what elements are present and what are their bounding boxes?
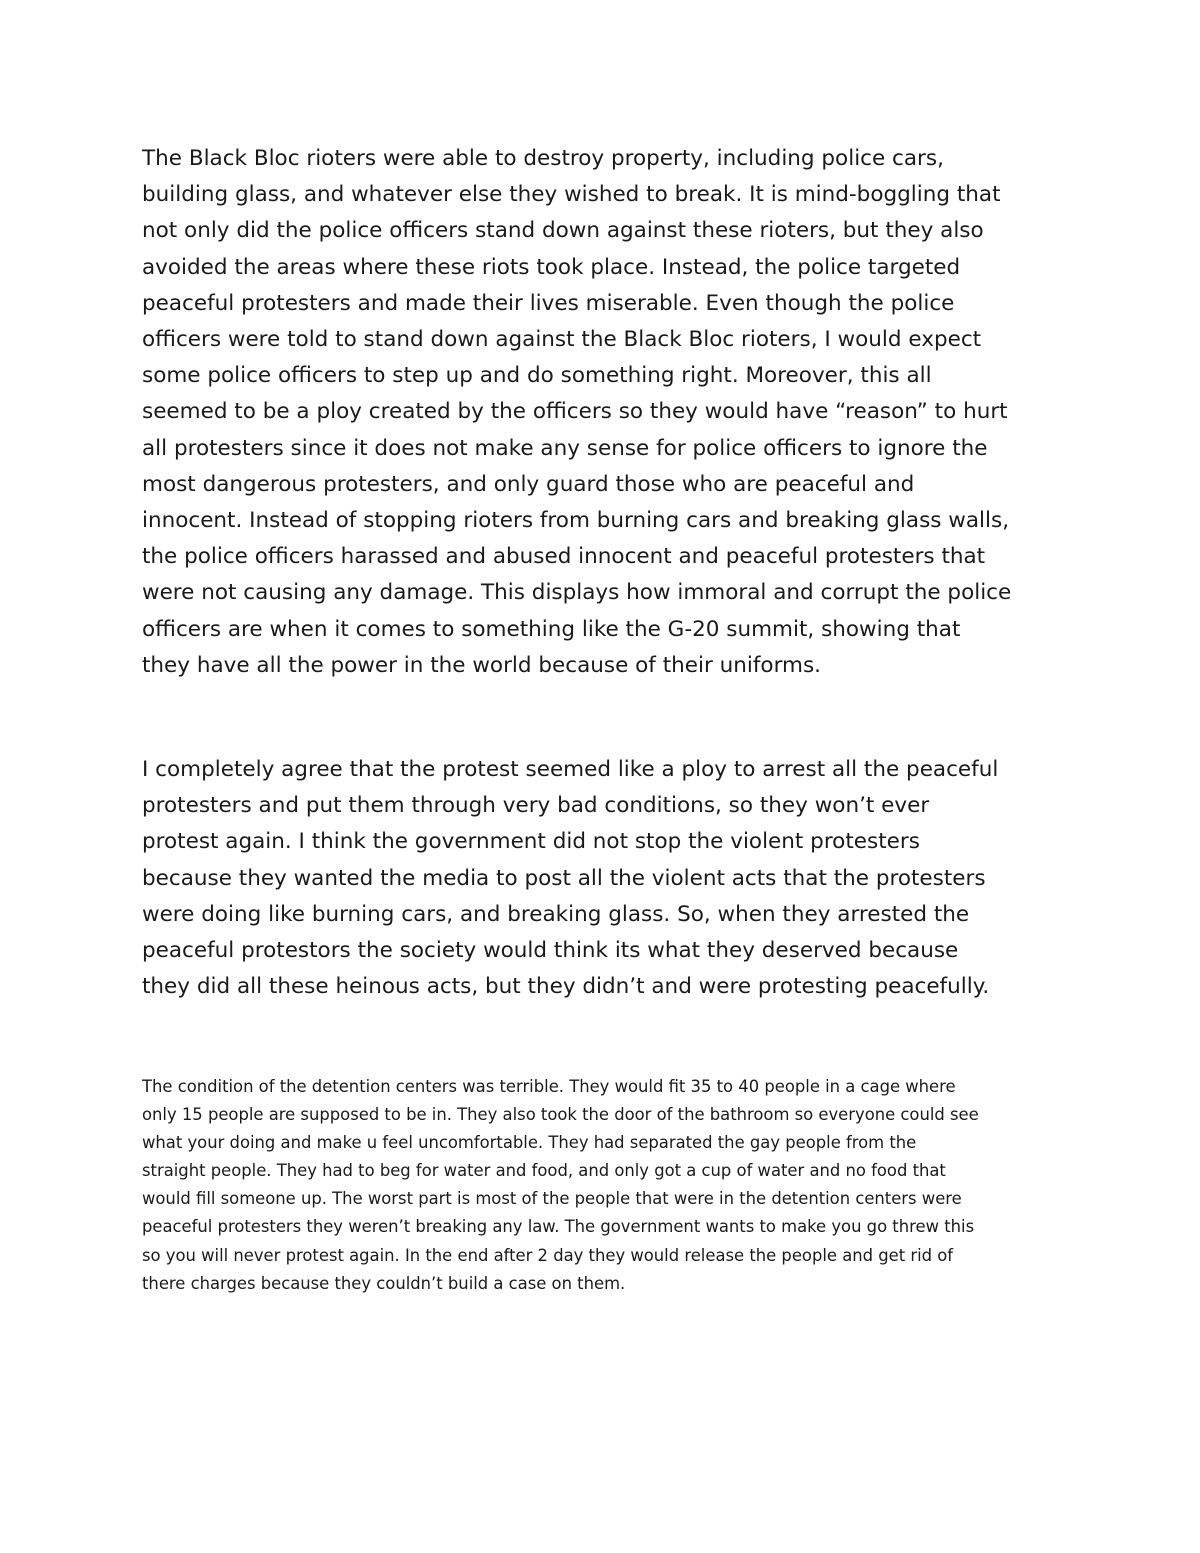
text-line: because they wanted the media to post all the violent acts that the protesters: [142, 865, 986, 891]
text-line: peaceful protesters and made their lives miserable. Even though the police: [142, 290, 955, 316]
text-line: avoided the areas where these riots took place. Instead, the police targeted: [142, 254, 961, 280]
text-line: The condition of the detention centers was terrible. They would fit 35 to 40 people in a cage where: [142, 1077, 956, 1096]
text-line: protesters and put them through very bad conditions, so they won’t ever: [142, 793, 930, 819]
text-line: all protesters since it does not make any sense for police officers to ignore the: [142, 435, 988, 461]
text-line: there charges because they couldn’t build a case on them.: [142, 1273, 626, 1293]
text-line: so you will never protest again. In the end after 2 day they would release the people and get rid of: [142, 1245, 954, 1265]
text-line: protest again. I think the government did not stop the violent protesters: [142, 829, 920, 855]
text-line: officers are when it comes to something like the G-20 summit, showing that: [142, 616, 961, 642]
paragraph-detention-centers: [142, 1073, 979, 1298]
text-line: not only did the police officers stand down against these rioters, but they also: [142, 218, 984, 244]
text-line: were doing like burning cars, and breaking glass. So, when they arrested the: [142, 901, 970, 927]
text-line: building glass, and whatever else they wished to break. It is mind-boggling that: [142, 182, 1001, 208]
text-line: officers were told to stand down against the Black Bloc rioters, I would expect: [142, 327, 982, 353]
text-line: I completely agree that the protest seemed like a ploy to arrest all the peaceful: [142, 757, 999, 782]
paragraph-protest-ploy: [142, 752, 998, 1005]
text-line: straight people. They had to beg for water and food, and only got a cup of water and no food that: [142, 1161, 946, 1181]
text-line: most dangerous protesters, and only guard those who are peaceful and: [142, 471, 915, 497]
text-line: some police officers to step up and do something right. Moreover, this all: [142, 363, 932, 389]
text-line: peaceful protestors the society would think its what they deserved because: [142, 938, 959, 964]
text-line: The Black Bloc rioters were able to destroy property, including police cars,: [142, 146, 944, 171]
text-line: they did all these heinous acts, but they didn’t and were protesting peacefully.: [142, 974, 990, 1000]
text-line: what your doing and make u feel uncomfortable. They had separated the gay people from the: [142, 1133, 917, 1153]
text-line: they have all the power in the world because of their uniforms.: [142, 652, 822, 678]
text-line: would fill someone up. The worst part is most of the people that were in the detention centers were: [142, 1189, 962, 1209]
text-line: innocent. Instead of stopping rioters from burning cars and breaking glass walls,: [142, 508, 1010, 534]
paragraph-black-bloc-rioters: [142, 141, 1011, 684]
text-line: peaceful protesters they weren’t breaking any law. The government wants to make you go threw this: [142, 1217, 975, 1237]
text-line: were not causing any damage. This displays how immoral and corrupt the police: [142, 580, 1012, 606]
text-line: only 15 people are supposed to be in. They also took the door of the bathroom so everyone could see: [142, 1105, 979, 1125]
text-line: seemed to be a ploy created by the officers so they would have “reason” to hurt: [142, 399, 1008, 425]
text-line: the police officers harassed and abused innocent and peaceful protesters that: [142, 544, 986, 570]
